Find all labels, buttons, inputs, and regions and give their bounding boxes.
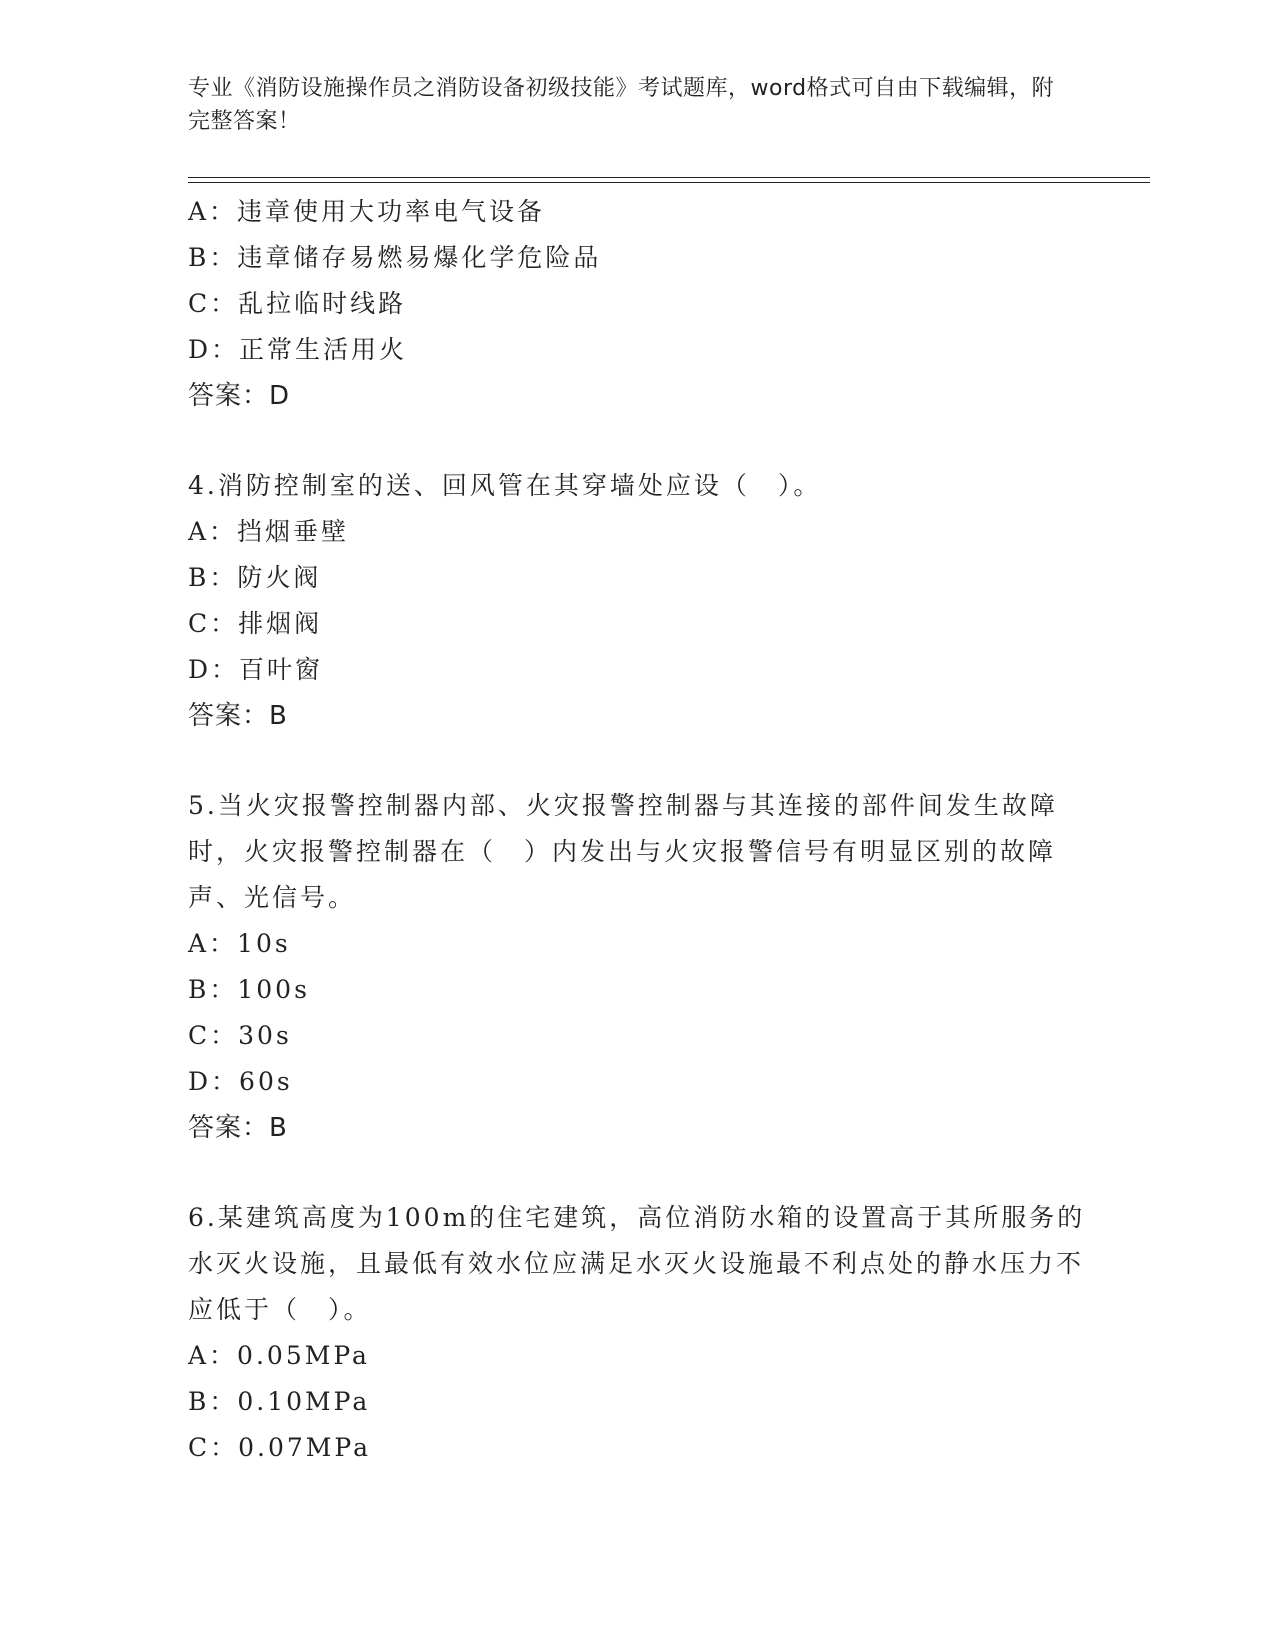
- option-a: A：0.05MPa: [188, 1341, 370, 1370]
- option-b: B：防火阀: [188, 563, 322, 592]
- option-c: C：排烟阀: [188, 609, 323, 638]
- answer-line: 答案：B: [188, 1113, 288, 1143]
- header-divider-top: [188, 177, 1150, 178]
- option-c: C：乱拉临时线路: [188, 289, 407, 318]
- option-c: C：0.07MPa: [188, 1433, 371, 1462]
- header-divider-bottom: [188, 182, 1150, 183]
- spacer: [188, 739, 1088, 783]
- question-stem: 4.消防控制室的送、回风管在其穿墙处应设（ ）。: [188, 471, 822, 500]
- answer-line: 答案：D: [188, 381, 291, 411]
- question-stem: 5.当火灾报警控制器内部、火灾报警控制器与其连接的部件间发生故障时，火灾报警控制器在（ ）内发出与火灾报警信号有明显区别的故障声、光信号。: [188, 791, 1058, 912]
- answer-line: 答案：B: [188, 701, 288, 731]
- option-c: C：30s: [188, 1021, 292, 1050]
- spacer: [188, 419, 1088, 463]
- option-d: D：60s: [188, 1067, 293, 1096]
- option-a: A：10s: [188, 929, 291, 958]
- spacer: [188, 1151, 1088, 1195]
- option-b: B：违章储存易燃易爆化学危险品: [188, 243, 602, 272]
- option-d: D：正常生活用火: [188, 335, 408, 364]
- option-d: D：百叶窗: [188, 655, 324, 684]
- option-a: A：违章使用大功率电气设备: [188, 197, 546, 226]
- question-6: [188, 1195, 1088, 1471]
- question-5: [188, 783, 1088, 1151]
- question-3-tail: [188, 189, 1088, 419]
- option-b: B：100s: [188, 975, 310, 1004]
- document-header: 专业《消防设施操作员之消防设备初级技能》考试题库，word格式可自由下载编辑，附完整答案！: [188, 76, 1055, 134]
- question-4: [188, 463, 1088, 739]
- option-b: B：0.10MPa: [188, 1387, 371, 1416]
- option-a: A：挡烟垂壁: [188, 517, 350, 546]
- question-list: [188, 189, 1088, 1471]
- question-stem: 6.某建筑高度为100m的住宅建筑，高位消防水箱的设置高于其所服务的水灭火设施，且最低有效水位应满足水灭火设施最不利点处的静水压力不应低于（ ）。: [188, 1203, 1086, 1324]
